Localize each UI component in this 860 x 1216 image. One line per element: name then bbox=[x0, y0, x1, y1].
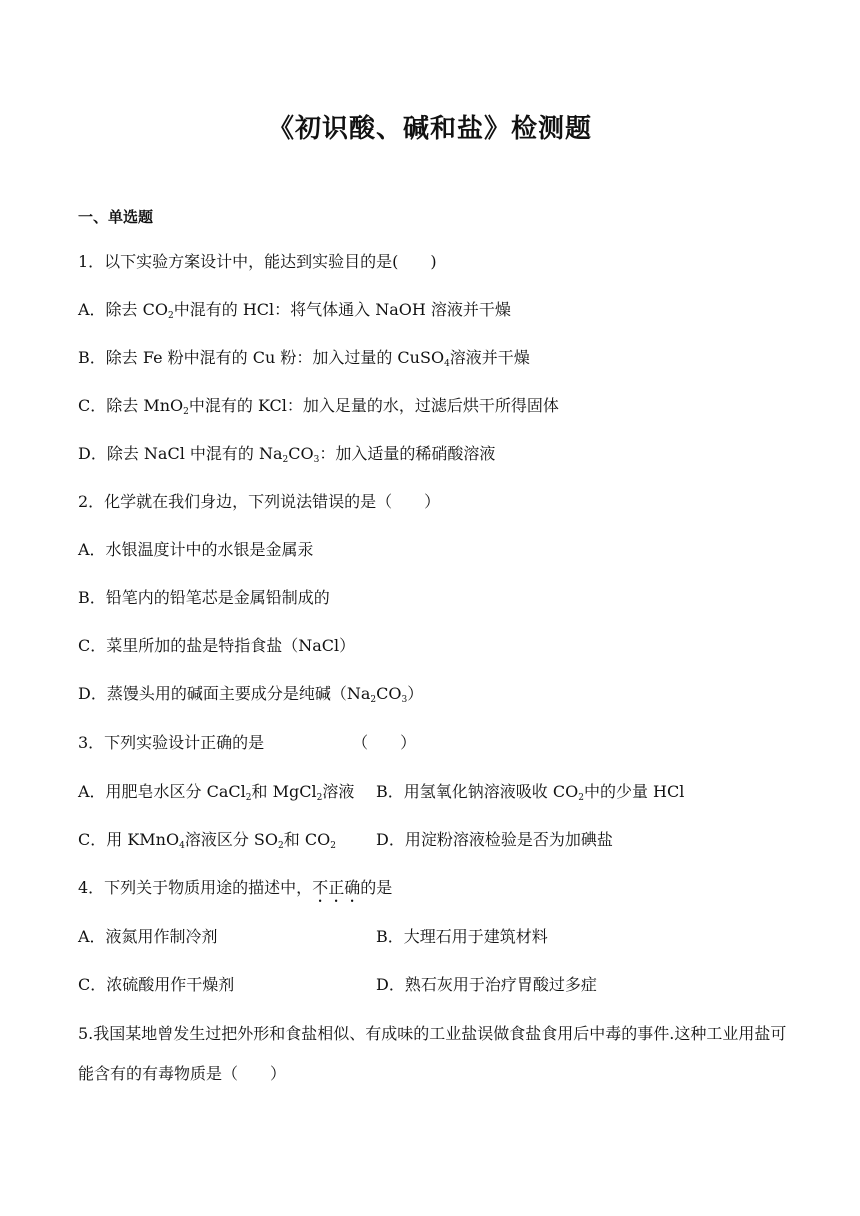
question-2-stem: 2．化学就在我们身边，下列说法错误的是（ ） bbox=[78, 492, 441, 511]
question-2-option-d: D．蒸馒头用的碱面主要成分是纯碱$(Na_2CO_3)$ bbox=[78, 684, 424, 705]
question-1-stem: 1．以下实验方案设计中，能达到实验目的是( ) bbox=[78, 252, 437, 271]
emphasis-not-correct: 不正确 bbox=[312, 878, 361, 897]
question-2-option-b: B．铅笔内的铅笔芯是金属铅制成的 bbox=[78, 588, 330, 607]
page-title: 《初识酸、碱和盐》检测题 bbox=[267, 114, 592, 144]
question-1-option-a: A．除去 $CO_2$中混有的 HCl：将气体通入 NaOH 溶液并干燥 bbox=[78, 300, 511, 321]
question-3-option-d: D．用淀粉溶液检验是否为加碘盐 bbox=[376, 830, 613, 849]
question-5-stem: 5.我国某地曾发生过把外形和食盐相似、有成味的工业盐误做食盐食用后中毒的事件.这种工业用盐可能含有的有毒物质是（ ） bbox=[78, 1024, 787, 1083]
question-4-option-b: B．大理石用于建筑材料 bbox=[376, 927, 548, 946]
question-1-option-b: B．除去 Fe 粉中混有的 Cu 粉：加入过量的 CuSO$_4$溶液并干燥 bbox=[78, 348, 530, 369]
question-1-option-c: C．除去 MnO$_2$中混有的 KCl：加入足量的水，过滤后烘干所得固体 bbox=[78, 396, 559, 417]
question-3-option-a: A．用肥皂水区分 CaCl$_2$和 MgCl$_2$溶液 bbox=[78, 782, 355, 803]
question-4-option-d: D．熟石灰用于治疗胃酸过多症 bbox=[376, 975, 597, 994]
question-3-stem: 3．下列实验设计正确的是 （ ） bbox=[78, 733, 417, 752]
section-heading: 一、单选题 bbox=[78, 208, 154, 226]
question-4-stem: 4．下列关于物质用途的描述中，不正确的是 bbox=[78, 878, 393, 897]
question-1-option-d: D．除去 NaCl 中混有的 $Na_2CO_3$：加入适量的稀硝酸溶液 bbox=[78, 444, 496, 465]
question-2-option-c: C．菜里所加的盐是特指食盐（NaCl） bbox=[78, 636, 356, 655]
question-4-option-a: A．液氮用作制冷剂 bbox=[78, 927, 218, 946]
question-3-option-c: C．用 KMnO$_4$溶液区分 $SO_2$和 $CO_2$ bbox=[78, 830, 336, 851]
question-2-option-a: A．水银温度计中的水银是金属汞 bbox=[78, 540, 314, 559]
question-4-option-c: C．浓硫酸用作干燥剂 bbox=[78, 975, 235, 994]
question-3-option-b: B．用氢氧化钠溶液吸收 $CO_2$中的少量 HCl bbox=[376, 782, 685, 803]
